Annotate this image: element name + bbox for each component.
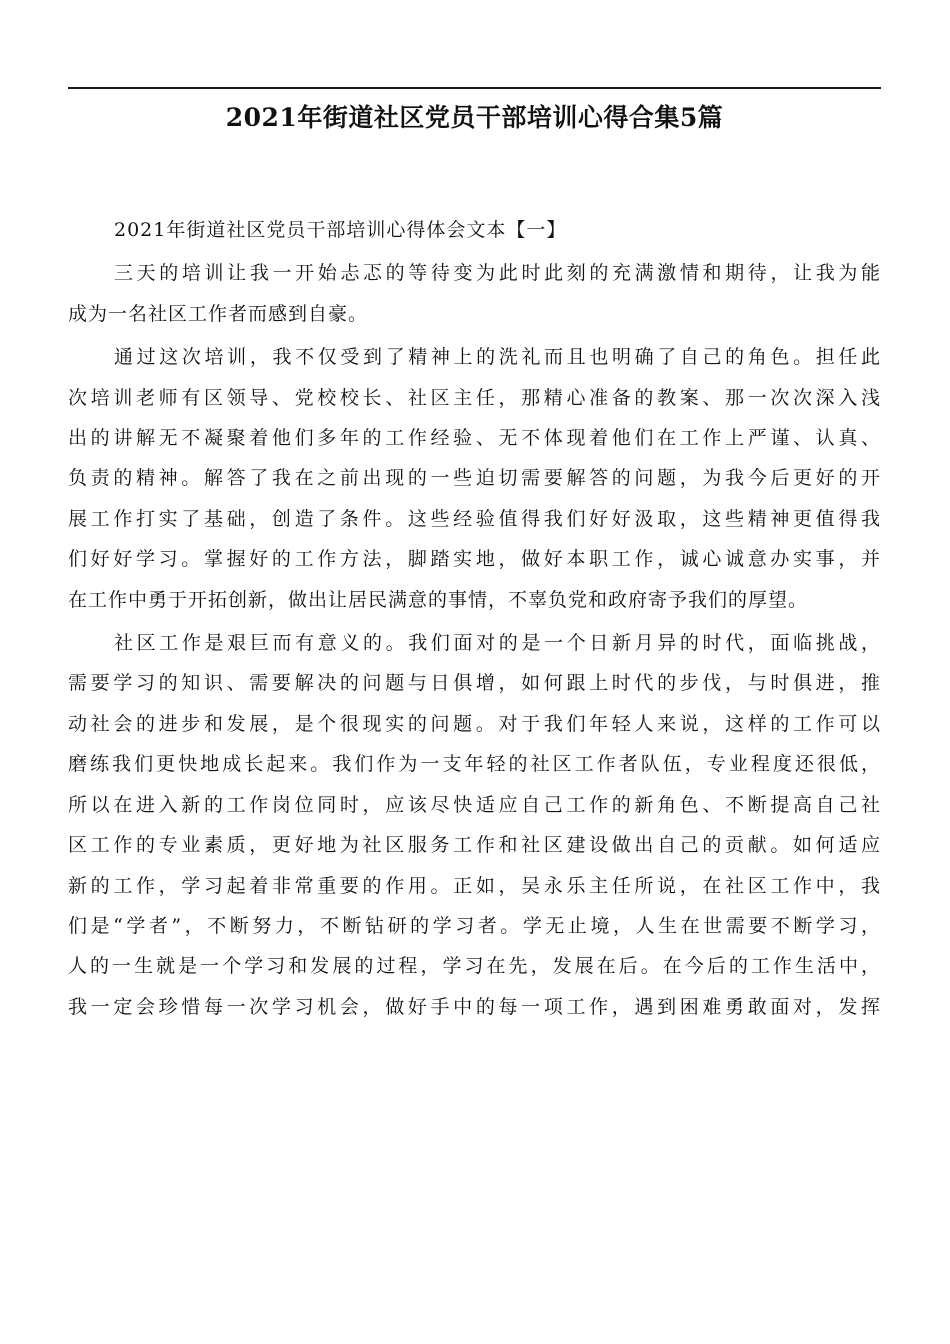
paragraph-line: 次培训老师有区领导、党校校长、社区主任，那精心准备的教案、那一次次深入浅 xyxy=(68,386,881,409)
paragraph-line: 动社会的进步和发展，是个很现实的问题。对于我们年轻人来说，这样的工作可以 xyxy=(68,712,881,735)
header-rule xyxy=(68,87,881,89)
paragraph-line: 们好好学习。掌握好的工作方法，脚踏实地，做好本职工作，诚心诚意办实事，并 xyxy=(68,548,881,571)
paragraph-line: 三天的培训让我一开始忐忑的等待变为此时此刻的充满激情和期待，让我为能 xyxy=(114,262,881,285)
document-body xyxy=(68,210,881,1027)
paragraph-line: 我一定会珍惜每一次学习机会，做好手中的每一项工作，遇到困难勇敢面对，发挥 xyxy=(68,995,881,1018)
paragraph-line: 展工作打实了基础，创造了条件。这些经验值得我们好好汲取，这些精神更值得我 xyxy=(68,507,881,530)
paragraph-line: 新的工作，学习起着非常重要的作用。正如，吴永乐主任所说，在社区工作中，我 xyxy=(68,874,881,897)
paragraph xyxy=(68,253,881,334)
paragraph-line: 负责的精神。解答了我在之前出现的一些迫切需要解答的问题，为我今后更好的开 xyxy=(68,467,881,490)
document-title: 2021年街道社区党员干部培训心得合集5篇 xyxy=(225,103,724,132)
paragraph-line: 出的讲解无不凝聚着他们多年的工作经验、无不体现着他们在工作上严谨、认真、 xyxy=(68,427,881,450)
paragraph-line: 在工作中勇于开拓创新，做出让居民满意的事情，不辜负党和政府寄予我们的厚望。 xyxy=(68,588,809,611)
paragraph-line: 通过这次培训，我不仅受到了精神上的洗礼而且也明确了自己的角色。担任此 xyxy=(114,346,881,369)
paragraph-line: 社区工作是艰巨而有意义的。我们面对的是一个日新月异的时代，面临挑战， xyxy=(114,632,881,655)
section-heading xyxy=(68,210,881,250)
paragraph-line: 成为一名社区工作者而感到自豪。 xyxy=(68,302,369,325)
paragraph xyxy=(68,623,881,1027)
section-heading-text: 2021年街道社区党员干部培训心得体会文本【一】 xyxy=(114,219,567,241)
paragraph-line: 需要学习的知识、需要解决的问题与日俱增，如何跟上时代的步伐，与时俱进，推 xyxy=(68,672,881,695)
paragraph-line: 磨练我们更快地成长起来。我们作为一支年轻的社区工作者队伍，专业程度还很低， xyxy=(68,753,881,776)
paragraph-line: 们是“学者”，不断努力，不断钻研的学习者。学无止境，人生在世需要不断学习， xyxy=(68,914,881,937)
paragraph-line: 人的一生就是一个学习和发展的过程，学习在先，发展在后。在今后的工作生活中， xyxy=(68,955,881,978)
paragraph-line: 区工作的专业素质，更好地为社区服务工作和社区建设做出自己的贡献。如何适应 xyxy=(68,834,881,857)
paragraph xyxy=(68,337,881,620)
paragraph-line: 所以在进入新的工作岗位同时，应该尽快适应自己工作的新角色、不断提高自己社 xyxy=(68,793,881,816)
